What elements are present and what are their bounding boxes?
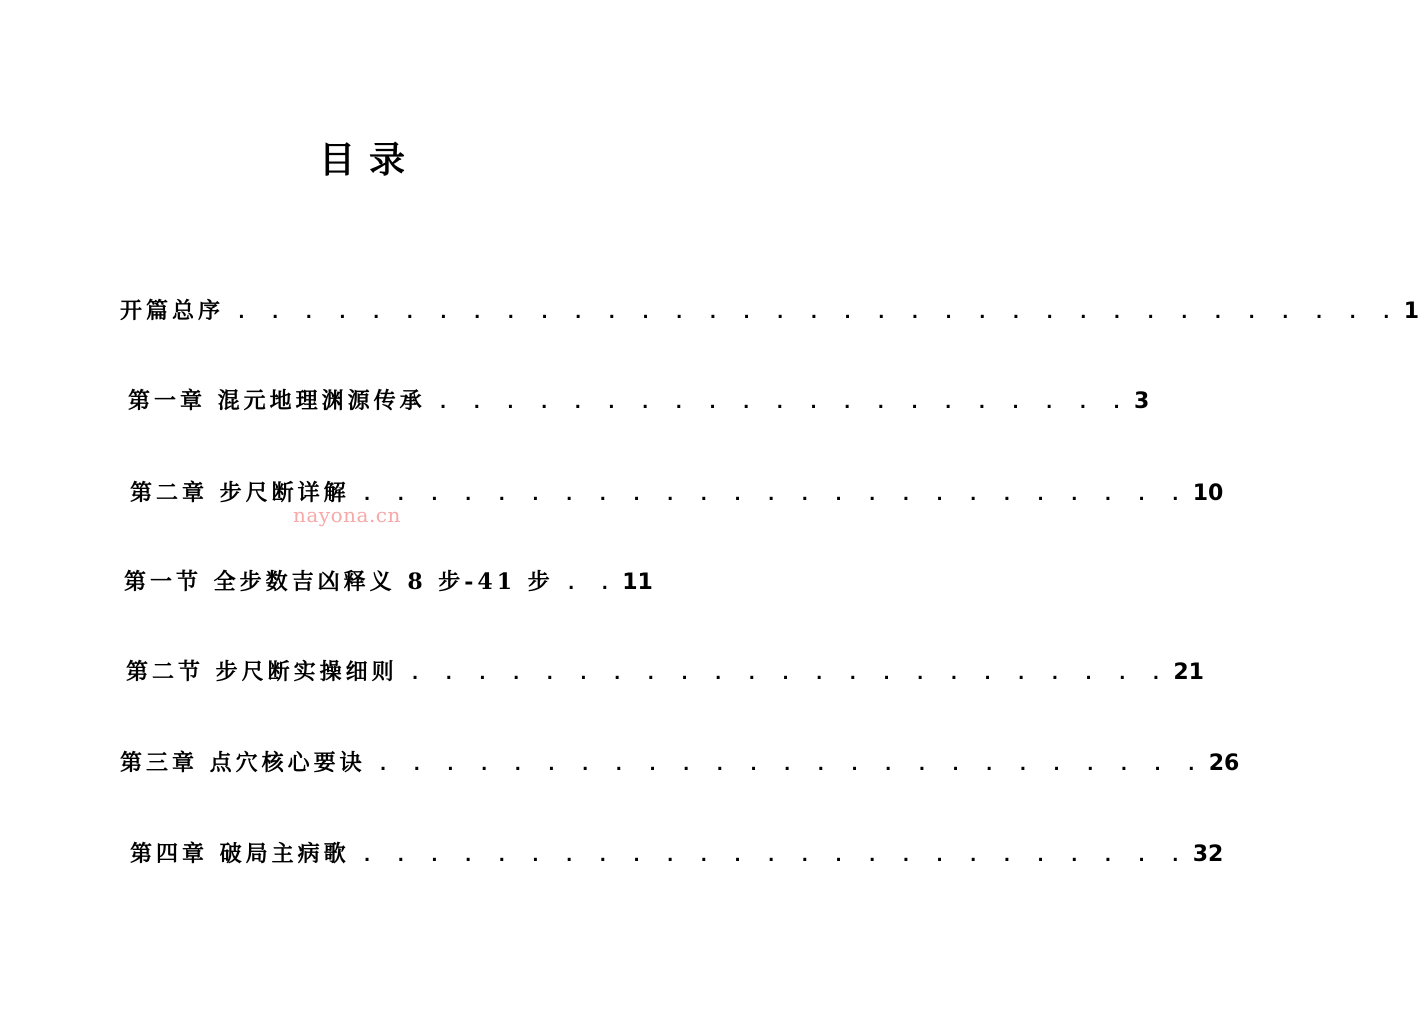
toc-dot-leader: . . — [565, 573, 617, 594]
toc-dot-leader: . . . . . . . . . . . . . . . . . . . . . . . . . — [377, 754, 1203, 775]
toc-page-number: 26 — [1208, 751, 1240, 776]
toc-page-number: 10 — [1192, 481, 1224, 506]
page-title: 目录 — [318, 139, 419, 181]
toc-page-number: 3 — [1134, 389, 1150, 414]
toc-entry-preface[interactable] — [120, 294, 1419, 325]
toc-entry-label: 第一章 混元地理渊源传承 — [128, 388, 426, 414]
toc-dot-leader: . . . . . . . . . . . . . . . . . . . . . — [437, 392, 1128, 413]
toc-page-number: 32 — [1192, 842, 1224, 867]
toc-entry-section-2-2[interactable] — [126, 655, 1204, 686]
toc-entry-section-2-1[interactable] — [124, 565, 653, 596]
toc-entry-label: 开篇总序 — [120, 298, 225, 324]
toc-dot-leader: . . . . . . . . . . . . . . . . . . . . . . . . . — [361, 484, 1187, 505]
toc-entry-label: 第一节 全步数吉凶释义 8 步-41 步 — [124, 569, 554, 595]
toc-entry-chapter-3[interactable] — [120, 746, 1240, 777]
toc-entry-label: 第四章 破局主病歌 — [130, 841, 350, 867]
toc-dot-leader: . . . . . . . . . . . . . . . . . . . . . . . — [409, 663, 1168, 684]
toc-dot-leader: . . . . . . . . . . . . . . . . . . . . . . . . . . . . . . . . . . . — [236, 302, 1398, 323]
site-watermark: nayona.cn — [293, 503, 401, 527]
toc-page-number: 1 — [1403, 299, 1419, 324]
toc-entry-label: 第二节 步尺断实操细则 — [126, 659, 398, 685]
toc-entry-label: 第二章 步尺断详解 — [130, 480, 350, 506]
toc-dot-leader: . . . . . . . . . . . . . . . . . . . . . . . . . — [361, 845, 1187, 866]
toc-entry-chapter-4[interactable] — [130, 837, 1224, 868]
toc-page-number: 21 — [1173, 660, 1204, 685]
toc-page-number: 11 — [622, 570, 653, 595]
toc-entry-chapter-1[interactable] — [128, 384, 1150, 415]
toc-entry-label: 第三章 点穴核心要诀 — [120, 750, 366, 776]
